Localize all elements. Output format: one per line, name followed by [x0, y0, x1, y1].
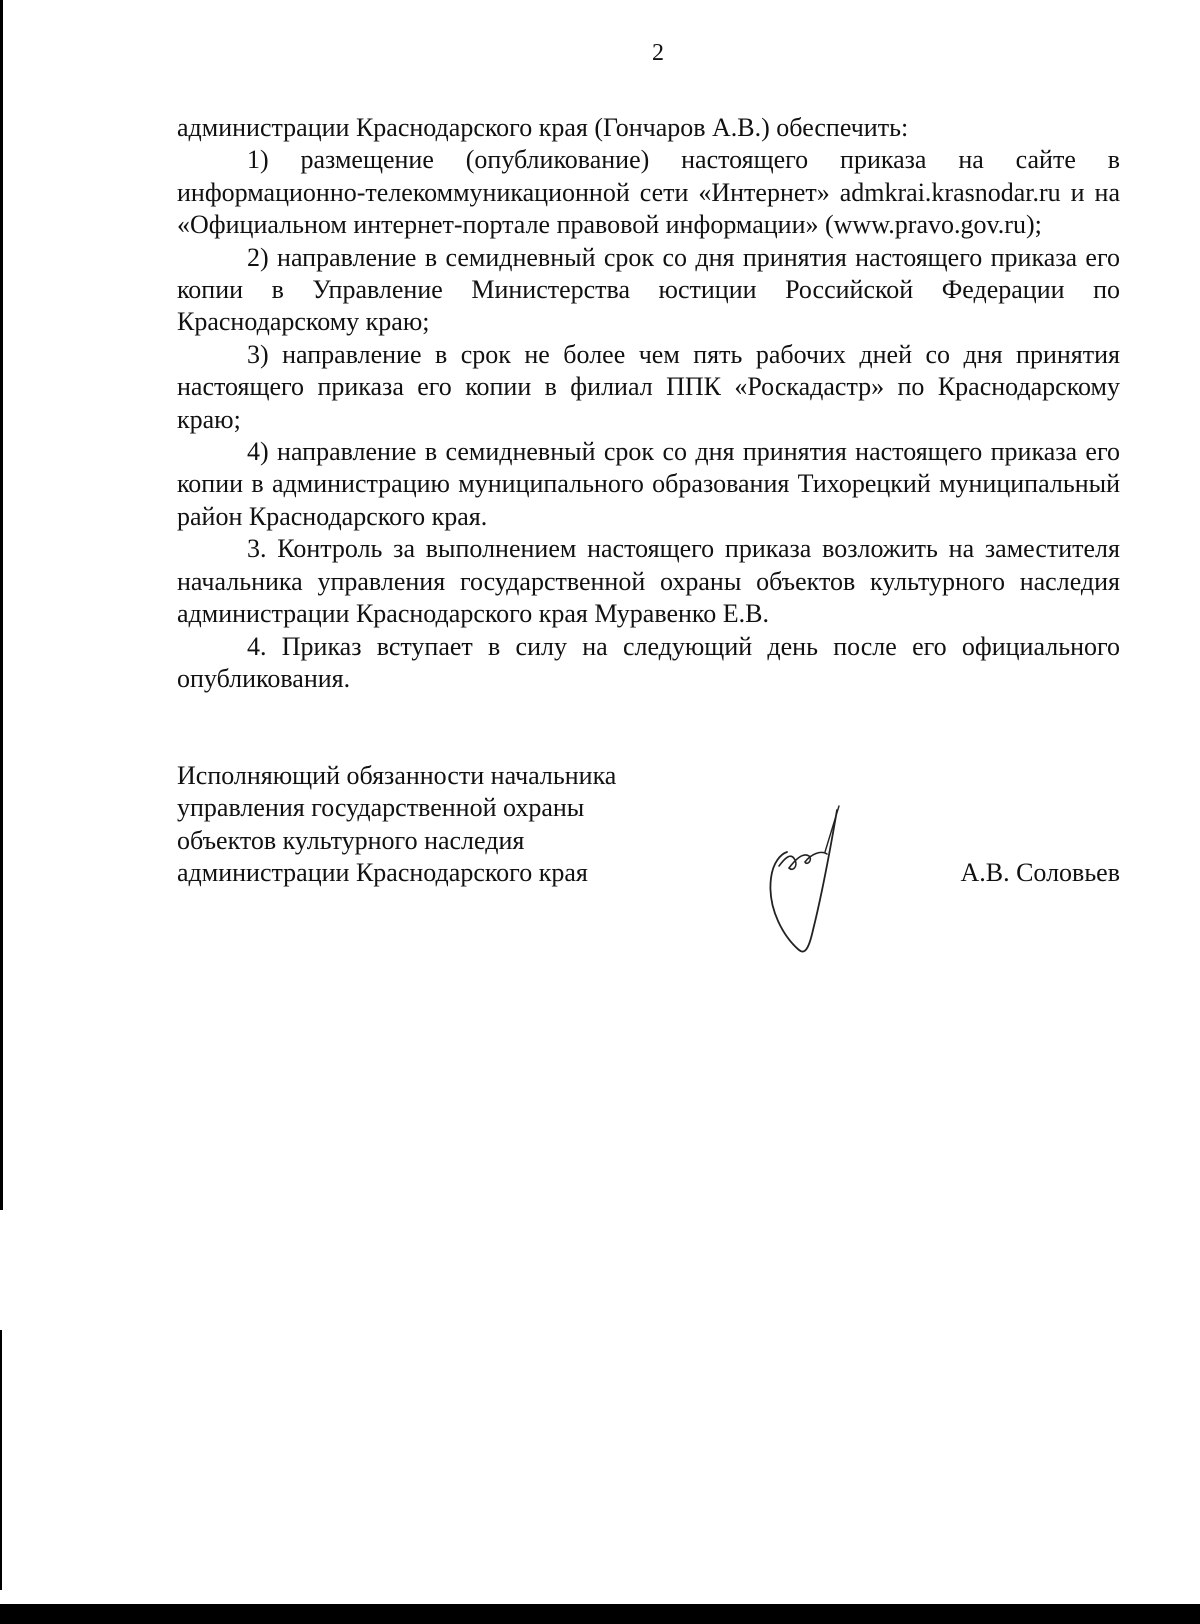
signer-name: А.В. Соловьев: [960, 858, 1120, 887]
handwritten-signature: [765, 800, 875, 960]
paragraph-effective: 4. Приказ вступает в силу на следующий день после его официального опубликования.: [177, 631, 1120, 693]
signer-position-line: Исполняющий обязанности начальника: [177, 761, 617, 790]
paragraph-intro: администрации Краснодарского края (Гончаров А.В.) обеспечить:: [177, 113, 909, 142]
signature-block: [177, 760, 1120, 890]
paragraph-item-2: 2) направление в семидневный срок со дня принятия настоящего приказа его копии в Управление Министерства юстиции Российской Федерации по Краснодарскому краю;: [177, 242, 1120, 337]
scan-bottom-border: [0, 1604, 1200, 1624]
paragraph-control: 3. Контроль за выполнением настоящего приказа возложить на заместителя начальника управления государственной охраны объектов культурного наследия администрации Краснодарского края Муравенко Е.В.: [177, 534, 1120, 629]
page-number: 2: [652, 40, 664, 66]
signer-position-line: управления государственной охраны: [177, 793, 585, 823]
signer-position-line: объектов культурного наследия: [177, 825, 525, 855]
document-body: [177, 112, 1120, 695]
scan-edge-mark: [0, 1330, 2, 1590]
signer-position-line: администрации Краснодарского края: [177, 858, 588, 888]
paragraph-item-3: 3) направление в срок не более чем пять рабочих дней со дня принятия настоящего приказа его копии в филиал ППК «Роскадастр» по Краснодарскому краю;: [177, 339, 1120, 434]
scan-edge-mark: [0, 0, 3, 1210]
paragraph-item-1: 1) размещение (опубликование) настоящего приказа на сайте в информационно-телекоммуникационной сети «Интернет» admkrai.krasnodar.ru и на «Официальном интернет-портале правовой информации» (www.pravo.gov.ru);: [177, 145, 1120, 240]
paragraph-item-4: 4) направление в семидневный срок со дня принятия настоящего приказа его копии в администрацию муниципального образования Тихорецкий муниципальный район Краснодарского края.: [177, 437, 1120, 531]
